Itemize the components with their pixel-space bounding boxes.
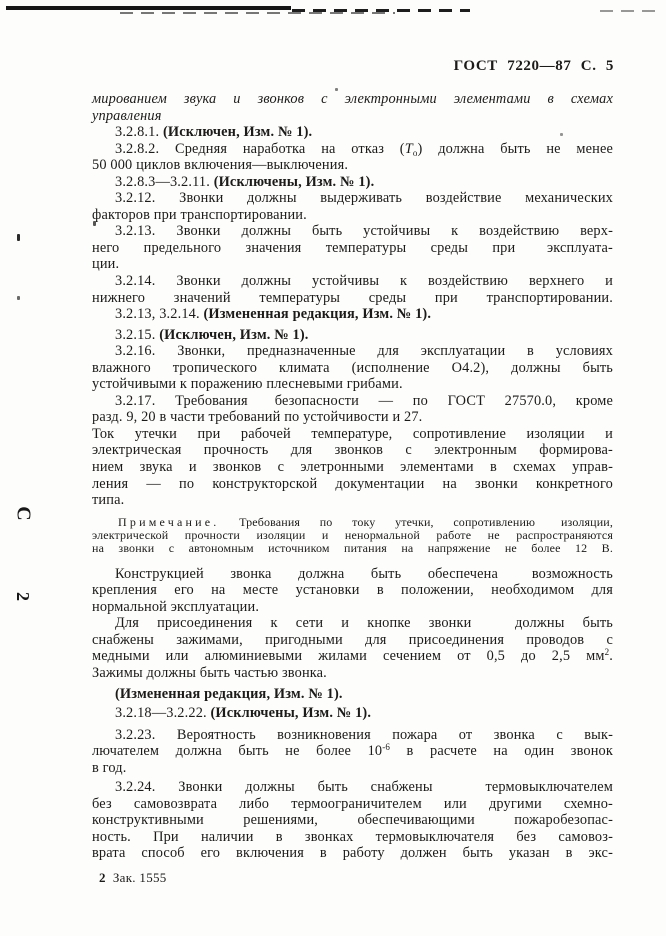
- text-line: без самовозврата либо термоограничителем или другими схемно-: [92, 795, 613, 812]
- paragraph: [92, 190, 613, 223]
- text-line: ции.: [92, 256, 120, 273]
- scan-artifact-line: [6, 6, 291, 10]
- footer-order-number: 2: [99, 870, 106, 885]
- text-line: на звонки с автономным источником питания на напряжение не более 12 В.: [92, 541, 613, 556]
- paragraph: [92, 223, 613, 273]
- paragraph: [92, 426, 613, 509]
- scan-artifact-line: [600, 10, 658, 12]
- text-line: типа.: [92, 492, 125, 509]
- text-line: медными или алюминиевыми жилами сечением от 0,5 до 2,5 $мм^2$.: [92, 647, 613, 665]
- text-line: крепления его на месте установки в положении, необходимом для: [92, 582, 613, 599]
- margin-mark-top: С: [12, 506, 35, 521]
- paragraph: [92, 141, 613, 174]
- text-line: 3.2.14. Звонки должны устойчивы к воздействию верхнего и: [115, 273, 613, 290]
- text-line: влажного тропического климата (исполнение О4.2), должны быть: [92, 359, 613, 376]
- text-line: 3.2.18—3.2.22. (Исключены, Изм. № 1).: [115, 705, 372, 722]
- text-line: Конструкцией звонка должна быть обеспечена возможность: [115, 565, 613, 582]
- text-line: 3.2.13. Звонки должны быть устойчивы к воздействию верх-: [115, 223, 613, 240]
- text-line: 3.2.23. Вероятность возникновения пожара от звонка с вык-: [115, 726, 613, 743]
- paragraph: [92, 393, 613, 426]
- paragraph: [92, 516, 613, 556]
- page-header: ГОСТ 7220—87 С. 5: [453, 58, 614, 74]
- text-line: ления — по конструкторской документации на звонки конкретного: [92, 475, 613, 492]
- paragraph: [92, 686, 613, 703]
- text-line: Зажимы должны быть частью звонка.: [92, 664, 327, 681]
- text-line: управления: [92, 107, 162, 124]
- text-line: устойчивыми к поражению плесневыми грибами.: [92, 376, 403, 393]
- footer-order-label: Зак. 1555: [112, 870, 167, 885]
- text-line: 3.2.16. Звонки, предназначенные для эксплуатации в условиях: [115, 343, 613, 360]
- text-line: лючателем должна быть не более $10^{-6}$ в расчете на один звонок: [92, 742, 613, 760]
- text-line: него предельного значения температуры среды при эксплуата-: [92, 239, 613, 256]
- text-line: Примечание. Требования по току утечки, сопротивлению изоляции,: [118, 514, 613, 529]
- paragraph: [92, 779, 613, 862]
- text-line: 50 000 циклов включения—выключения.: [92, 157, 349, 174]
- text-line: конструктивными решениями, обеспечивающими пожаробезопас-: [92, 812, 613, 829]
- document-body: [92, 91, 613, 862]
- scan-artifact-line: [120, 12, 395, 14]
- text-line: разд. 9, 20 в части требований по устойчивости и 27.: [92, 409, 423, 426]
- text-line: 3.2.12. Звонки должны выдерживать воздействие механических: [115, 190, 613, 207]
- text-line: врата способ его включения в работу должен быть указан в экс-: [92, 845, 613, 862]
- paragraph: [92, 705, 613, 722]
- text-line: электрической прочности изоляции и ненормальной работе не распространяются: [92, 528, 613, 543]
- text-line: Для присоединения к сети и кнопке звонки должны быть: [115, 615, 613, 632]
- text-line: 3.2.24. Звонки должны быть снабжены термовыключателем: [115, 779, 613, 796]
- text-line: 3.2.15. (Исключен, Изм. № 1).: [115, 326, 309, 343]
- scan-speck: [17, 234, 20, 241]
- paragraph: [92, 91, 613, 124]
- paragraph: [92, 174, 613, 191]
- text-line: 3.2.13, 3.2.14. (Измененная редакция, Изм. № 1).: [115, 306, 432, 323]
- text-line: электрическая прочность для звонков с электронным формирова-: [92, 442, 613, 459]
- text-line: в год.: [92, 759, 127, 776]
- paragraph: [92, 343, 613, 393]
- text-line: 3.2.17. Требования безопасности — по ГОСТ 27570.0, кроме: [115, 392, 613, 409]
- scan-speck: [17, 296, 20, 300]
- paragraph: [92, 566, 613, 616]
- paragraph: [92, 615, 613, 681]
- paragraph: [92, 306, 613, 323]
- paragraph: [92, 273, 613, 306]
- scan-artifact-line: [292, 9, 470, 12]
- text-line: ность. При наличии в звонках термовыключателя без самовоз-: [92, 828, 613, 845]
- page-footer: [99, 870, 167, 886]
- text-line: факторов при транспортировании.: [92, 206, 307, 223]
- text-line: 3.2.8.2. Средняя наработка на отказ $(Т_о)$ должна быть не менее: [115, 140, 614, 158]
- text-line: нормальной эксплуатации.: [92, 598, 260, 615]
- text-line: мированием звука и звонков с электронными элементами в схемах: [92, 91, 613, 107]
- text-line: снабжены зажимами, пригодными для присоединения проводов с: [92, 631, 613, 648]
- text-line: 3.2.8.1. (Исключен, Изм. № 1).: [115, 124, 313, 141]
- paragraph: [92, 727, 613, 777]
- paragraph: [92, 124, 613, 141]
- text-line: нижнего значений температуры среды при транспортировании.: [92, 289, 613, 306]
- text-line: нием звука и звонков с элетронными элементами в схемах управ-: [92, 459, 613, 476]
- paragraph: [92, 327, 613, 344]
- text-line: 3.2.8.3—3.2.11. (Исключены, Изм. № 1).: [115, 173, 375, 190]
- margin-mark-bottom: 2: [13, 592, 33, 601]
- text-line: (Измененная редакция, Изм. № 1).: [115, 685, 343, 702]
- text-line: Ток утечки при рабочей температуре, сопротивление изоляции и: [92, 425, 613, 442]
